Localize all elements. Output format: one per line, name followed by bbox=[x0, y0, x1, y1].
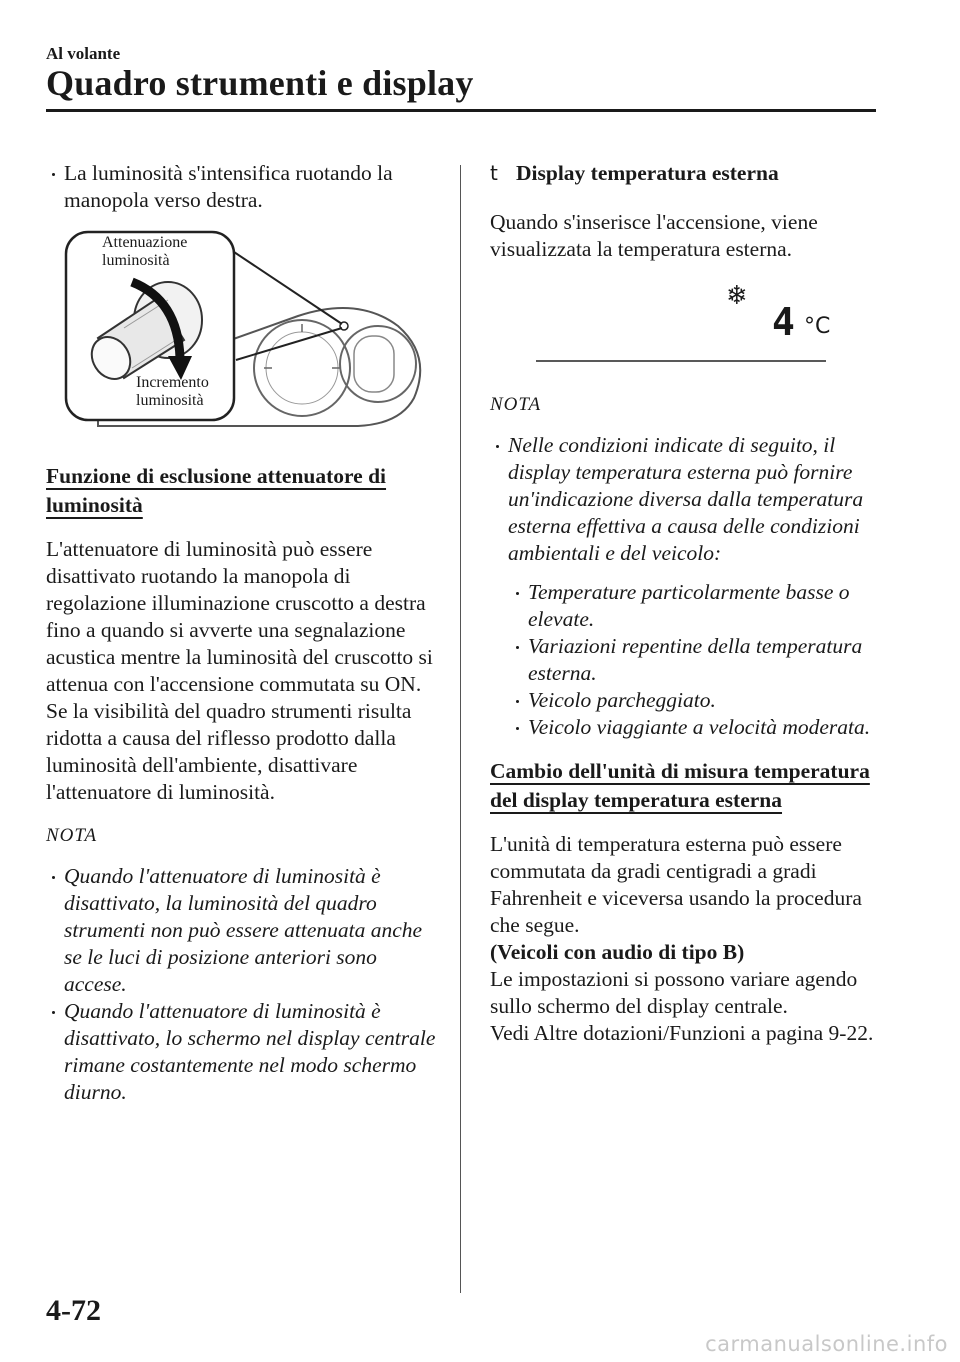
settings-body: Le impostazioni si possono variare agendo sullo schermo del display centrale. bbox=[490, 967, 858, 1018]
header-rule bbox=[46, 109, 876, 112]
temp-intro: Quando s'inserisce l'accensione, viene visualizzata la temperatura esterna. bbox=[490, 210, 818, 261]
nota-sub-3: Veicolo parcheggiato. bbox=[510, 687, 880, 714]
nota-label-left: NOTA bbox=[46, 825, 98, 846]
watermark: carmanualsonline.info bbox=[705, 1332, 948, 1356]
page-number: 4-72 bbox=[46, 1294, 101, 1327]
right-column bbox=[490, 160, 880, 1063]
subhead-unit-change-text: Cambio dell'unità di misura temperatura del display temperatura esterna bbox=[490, 759, 870, 812]
temperature-display-figure bbox=[490, 279, 880, 371]
nota-sub-2: Variazioni repentine della temperatura esterna. bbox=[510, 633, 880, 687]
label-dimming: Attenuazione luminosità bbox=[102, 234, 188, 269]
dimmer-cancel-body: L'attenuatore di luminosità può essere disattivato ruotando la manopola di regolazione illuminazione cruscotto a destra fino a quando si avverte una segnalazione acustica mentre la luminosità del cruscotto si attenua con l'accensione commutata su ON. Se la visibilità del quadro strumenti risulta ridotta a causa del riflesso prodotto dalla luminosità dell'ambiente, disattivare l'attenuatore di luminosità. bbox=[46, 537, 433, 804]
page-title: Quadro strumenti e display bbox=[46, 63, 474, 103]
nota-item-2: Quando l'attenuatore di luminosità è disattivato, lo schermo nel display centrale rimane costantemente nel modo schermo diurno. bbox=[46, 998, 436, 1106]
subhead-unit-change bbox=[490, 757, 880, 815]
subhead-dimmer-cancel bbox=[46, 462, 436, 520]
temperature-unit: °C bbox=[804, 314, 831, 339]
column-divider bbox=[460, 165, 461, 1293]
snowflake-icon: ❄ bbox=[726, 281, 748, 311]
intro-bullet: La luminosità s'intensifica ruotando la manopola verso destra. bbox=[46, 160, 436, 214]
see-also-body: Vedi Altre dotazioni/Funzioni a pagina 9-22. bbox=[490, 1021, 874, 1045]
subhead-dimmer-cancel-text: Funzione di esclusione attenuatore di luminosità bbox=[46, 464, 387, 517]
section-heading-temp bbox=[490, 160, 880, 187]
label-brightening: Incremento luminosità bbox=[136, 374, 209, 409]
section-label: Al volante bbox=[46, 44, 121, 63]
audio-type-b-label: (Veicoli con audio di tipo B) bbox=[490, 940, 745, 964]
nota-sub-4: Veicolo viaggiante a velocità moderata. bbox=[510, 714, 880, 741]
nota-sub-1: Temperature particolarmente basse o elevate. bbox=[510, 579, 880, 633]
left-column bbox=[46, 160, 436, 1106]
nota-item-1: Quando l'attenuatore di luminosità è disattivato, la luminosità del quadro strumenti non può essere attenuata anche se le luci di posizione anteriori sono accese. bbox=[46, 863, 436, 998]
section-heading-text: Display temperatura esterna bbox=[516, 161, 779, 185]
nota-main: Nelle condizioni indicate di seguito, il display temperatura esterna può fornire un'indicazione diversa dalla temperatura esterna effettiva a causa delle condizioni ambientali e del veicolo: bbox=[490, 432, 880, 567]
dimmer-knob-figure bbox=[58, 228, 438, 428]
nota-label-right: NOTA bbox=[490, 394, 542, 415]
unit-change-body: L'unità di temperatura esterna può essere commutata da gradi centigradi a gradi Fahrenheit e viceversa usando la procedura che segue. bbox=[490, 832, 862, 937]
temperature-value: 4 bbox=[772, 300, 795, 344]
nota-sub-list bbox=[510, 579, 880, 741]
section-marker-icon: t bbox=[490, 161, 498, 185]
